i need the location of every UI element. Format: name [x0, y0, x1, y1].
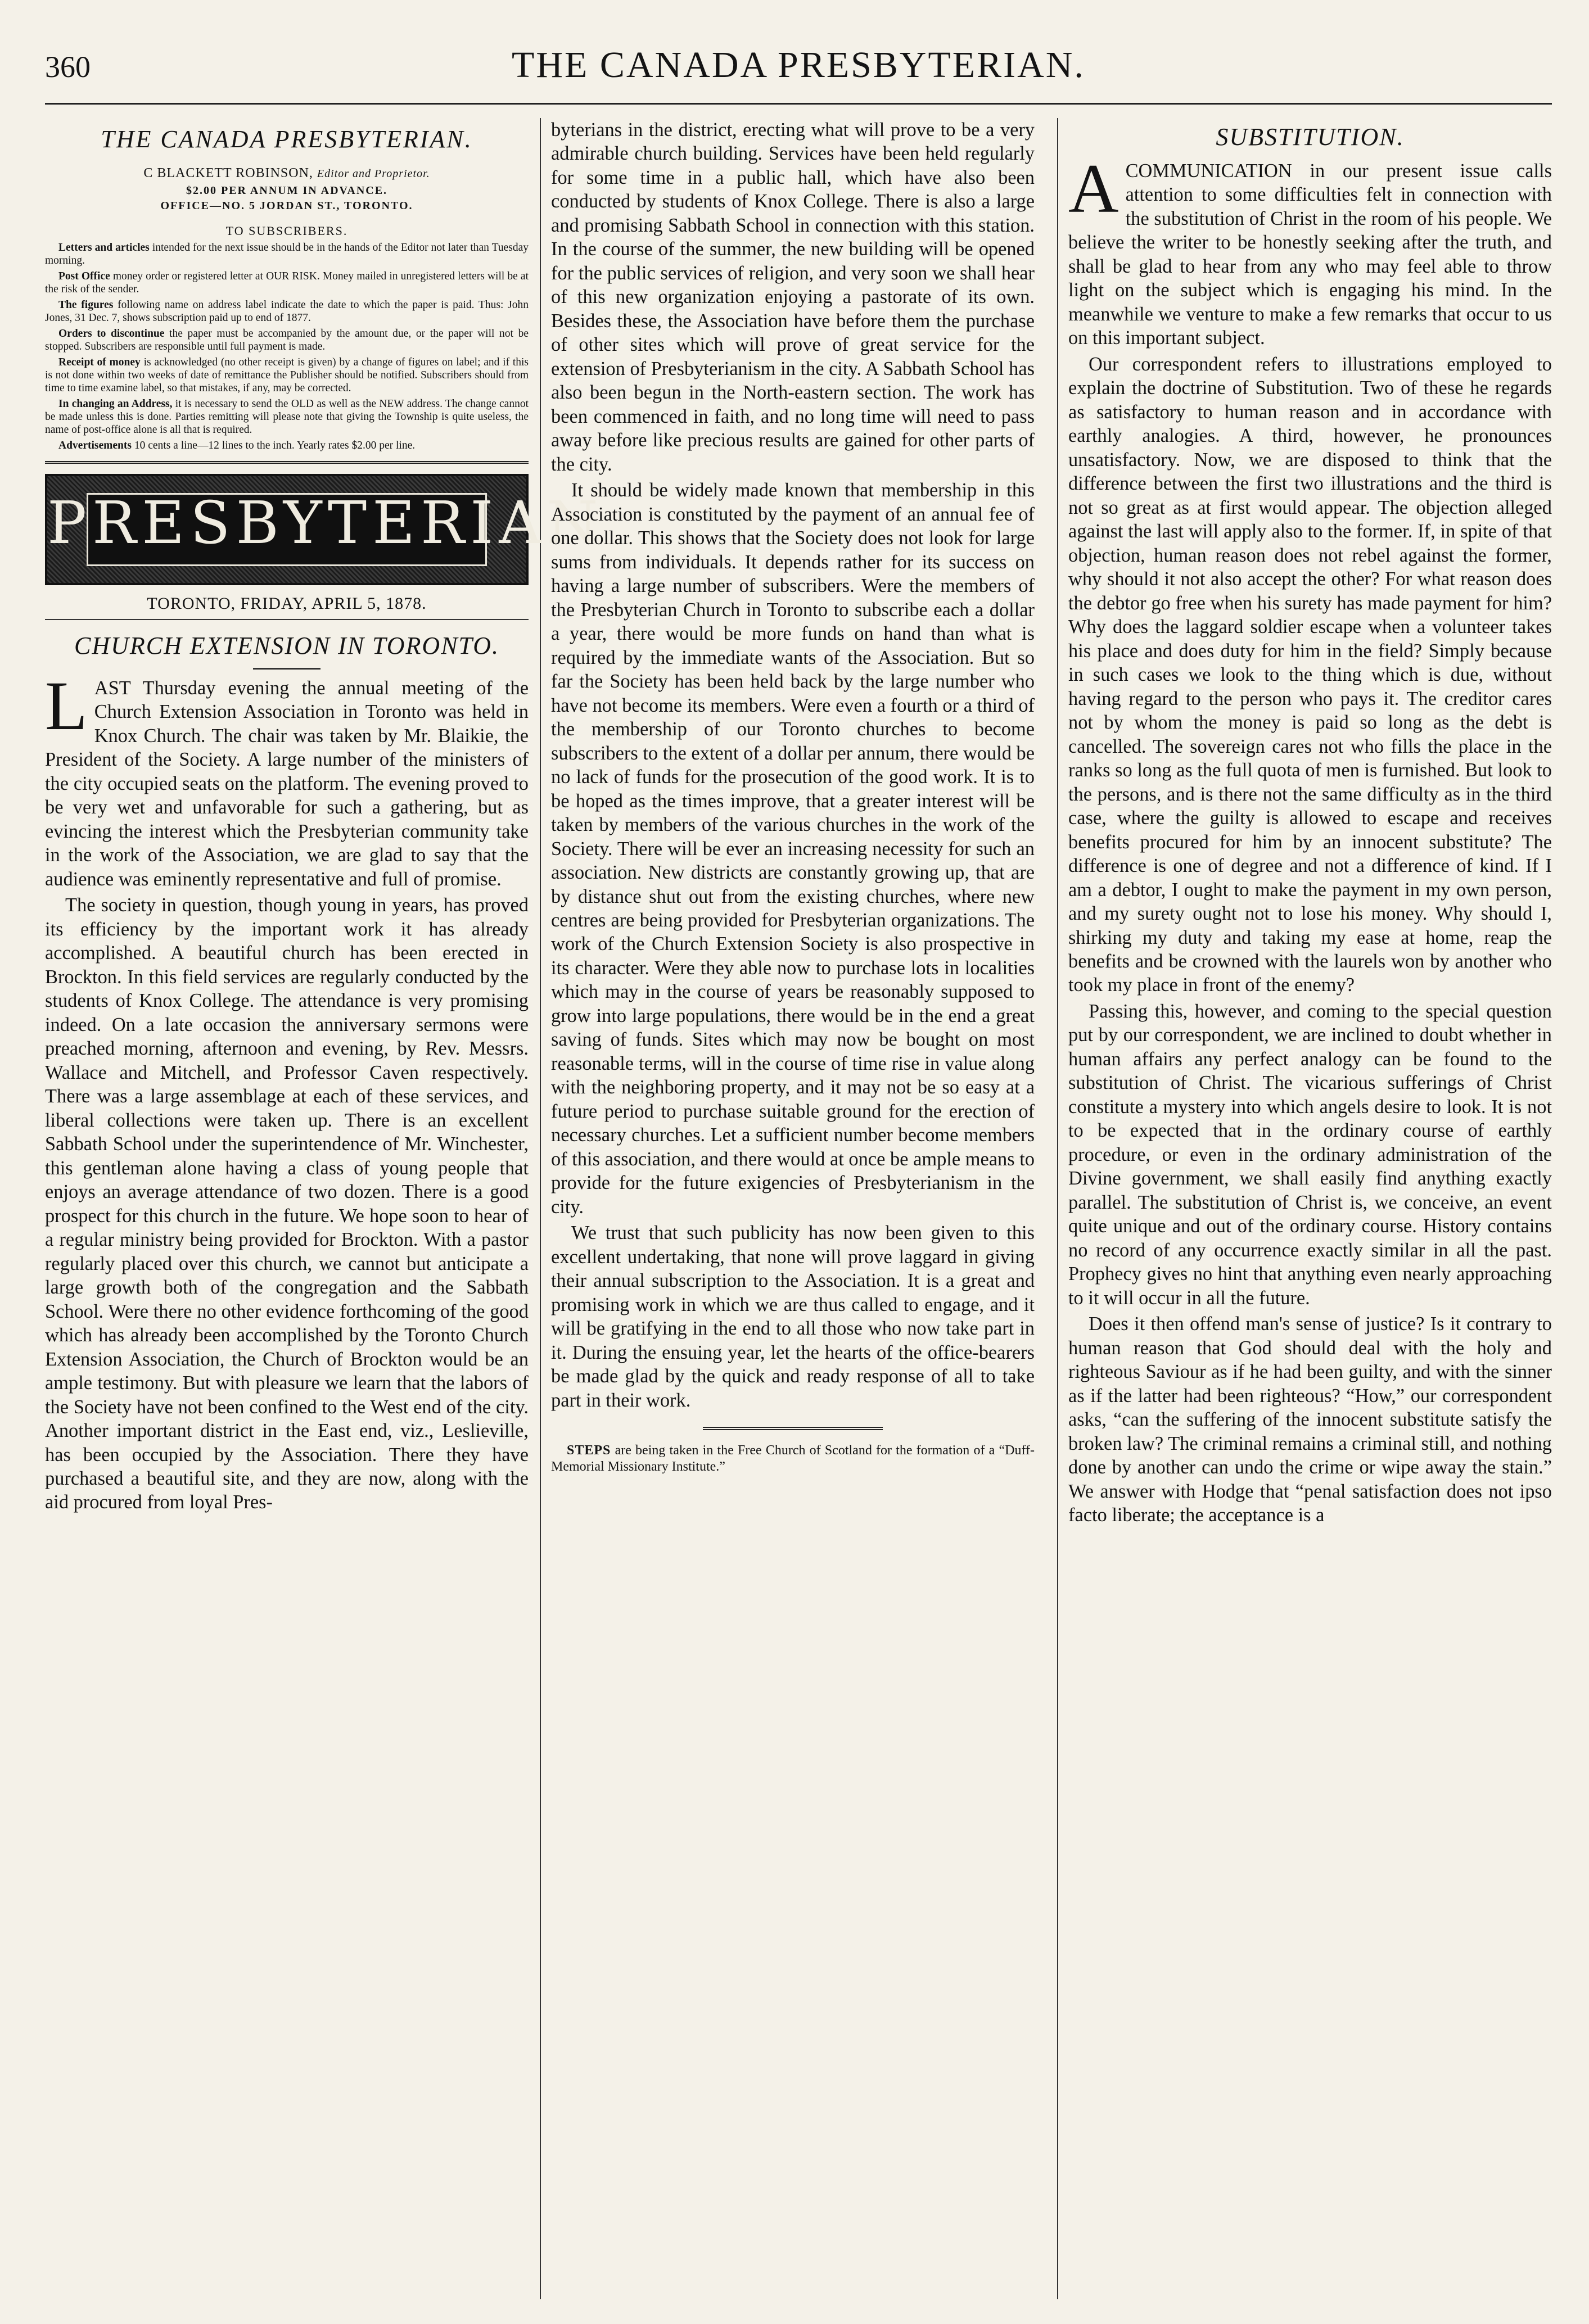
office-address: OFFICE—NO. 5 JORDAN ST., TORONTO. — [160, 200, 413, 212]
masthead — [45, 125, 529, 464]
page-number: 360 — [45, 50, 91, 84]
subscribers-heading: TO SUBSCRIBERS. — [225, 224, 348, 238]
column-divider — [540, 118, 541, 2299]
masthead-rule — [45, 461, 529, 464]
editor-role: Editor and Proprietor. — [317, 168, 430, 180]
article-paragraph: LAST Thursday evening the annual meeting of the Church Extension Association in Toronto was held in Knox Church. The chair was taken by Mr. Blaikie, the President of the Society. A large number of the ministers of the city occupied seats on the platform. The evening proved to be very wet and unfavorable for such a gathering, but as evincing the interest which the Presbyterian community take in the work of the Association, we are glad to say that the audience was eminently representative and full of promise. — [45, 667, 529, 890]
column-1 — [45, 118, 604, 2299]
title-underline — [253, 668, 320, 670]
columns — [45, 118, 1552, 2299]
drop-cap: A — [1068, 150, 1119, 227]
journal-title: THE CANADA PRESBYTERIAN. — [512, 44, 1085, 85]
dateline: TORONTO, FRIDAY, APRIL 5, 1878. — [147, 594, 427, 613]
article-paragraph: ACOMMUNICATION in our present issue calls attention to some difficulties felt in connection with the substitution of Christ in the room of his people. We believe the writer to be honestly seeking after the truth, and shall be glad to hear from any who may feel able to throw light on the subject which is engaging his mind. In the meanwhile we venture to make a few remarks that occur to us on this important subject. — [1068, 150, 1552, 349]
column-divider — [1057, 118, 1058, 2299]
article-end-rule — [703, 1427, 883, 1430]
newspaper-page — [45, 39, 1552, 2299]
article-paragraph: The society in question, though young in years, has proved its efficiency by the important work it has already accomplished. A beautiful church has been erected in Brockton. In this field services are regularly conducted by the students of Knox College. The attendance is very promising indeed. On a late occasion the anniversary sermons were preached morning, afternoon and evening, by Rev. Messrs. Wallace and Mitchell, and Professor Caven respectively. There was a large assemblage at each of these services, and liberal collections were taken up. There is an excellent Sabbath School under the superintendence of Mr. Winchester, this gentleman alone having a class of young people that enjoys an average attendance of two dozen. There is a good prospect for this church in the future. We hope soon to hear of a regular ministry being provided for Brockton. With a pastor regularly placed over this church, we cannot but anticipate a large growth both of the congregation and the Sabbath School. Were there no other evidence forthcoming of the good which has already been accomplished by the Toronto Church Extension Association, the Church of Brockton would be an ample testimony. But with pleasure we learn that the labors of the Society have not been confined to the West end of the city. Another important district in the East end, viz., Leslieville, has been occupied by the Association. There they have purchased a beautiful site, and they are now, along with the aid procured from loyal Pres- — [45, 894, 529, 1513]
news-note: STEPS are being taken in the Free Church of Scotland for the formation of a “Duff-Memorial Missionary Institute.” — [551, 1443, 1035, 1475]
running-head — [45, 39, 1552, 112]
notice-item: The figures following name on address label indicate the date to which the paper is paid. Thus: John Jones, 31 Dec. 7, shows subscription paid up to end of 1877. — [45, 299, 529, 324]
header-rule — [45, 103, 1552, 105]
notice-item: In changing an Address, it is necessary to send the OLD as well as the NEW address. The change cannot be made unless this is done. Parties remitting will please note that giving the Township is quite useless, the name of post-office alone is all that is required. — [45, 398, 529, 436]
article-title-church-extension: CHURCH EXTENSION IN TORONTO. — [74, 632, 500, 659]
banner-word: PRESBYTERIAN — [47, 489, 604, 557]
notice-item: Post Office money order or registered letter at OUR RISK. Money mailed in unregistered letters will be at the risk of the sender. — [45, 270, 529, 295]
article-title-substitution: SUBSTITUTION. — [1216, 123, 1405, 151]
article-paragraph: Passing this, however, and coming to the special question put by our correspondent, we are inclined to doubt whether in human affairs any perfect analogy can be found to the substitution of Christ. The vicarious sufferings of Christ constitute a mystery into which angels desire to look. It is not to be expected that in the ordinary course of earthly procedure, or even in the ordinary administration of the Divine government, we shall easily find anything exactly parallel. The substitution of Christ is, we conceive, an event quite unique and out of the ordinary course. History contains no record of any occurrence exactly similar in all the past. Prophecy gives no hint that anything even nearly approaching to it will occur in all the future. — [1068, 1000, 1552, 1309]
column-2 — [551, 118, 1035, 2299]
dateline-rule — [45, 619, 529, 620]
article-paragraph: It should be widely made known that membership in this Association is constituted by the payment of an annual fee of one dollar. This shows that the Society does not look for large sums from individuals. It depends rather for its success on having a large number of subscribers. Were the members of the Presbyterian Church in Toronto to subscribe each a dollar a year, there would be more funds on hand than what is required by the immediate wants of the Association. But so far the Society has been held back by the large number who have not become its members. Were even a fourth or a third of the membership of our Toronto churches to become subscribers to the extent of a dollar per annum, there would be no lack of funds for the prosecution of the good work. It is to be hoped as the times improve, that a greater interest will be taken by members of the various churches in the work of the Society. There will be ever an increasing necessity for such an association. New districts are constantly growing up, that are by distance shut out from the existing churches, where new centres are being provided for Presbyterian organizations. The work of the Church Extension Society is also prospective in its character. Were they able now to purchase lots in localities which may in the course of years be reasonably supposed to grow into large populations, there would be in the end a great saving of funds. Sites which may now be bought on most reasonable terms, will in the course of time rise in value along with the neighboring property, and it may not be so easy at a future period to purchase suitable ground for the erection of necessary churches. Let a sufficient number become members of this association, and there would at once be ample means to provide for the future exigencies of Presbyterianism in the city. — [551, 480, 1035, 1218]
subscription-price: $2.00 PER ANNUM IN ADVANCE. — [186, 184, 388, 197]
editor-line — [45, 166, 529, 181]
column-3 — [1068, 118, 1552, 2299]
drop-cap: L — [45, 667, 88, 744]
masthead-title: THE CANADA PRESBYTERIAN. — [101, 125, 473, 153]
notice-item: Advertisements 10 cents a line—12 lines to the inch. Yearly rates $2.00 per line. — [58, 440, 416, 451]
editor-name: C BLACKETT ROBINSON, — [143, 166, 313, 180]
notice-item: Receipt of money is acknowledged (no other receipt is given) by a change of figures on label; and if this is not done within two weeks of date of remittance the Publisher should be notified. Subscribers should from time to time examine label, so that mistakes, if any, may be corrected. — [45, 356, 529, 394]
presbyterian-banner — [45, 474, 604, 585]
notice-item: Letters and articles intended for the next issue should be in the hands of the Editor not later than Tuesday morning. — [45, 242, 529, 266]
notice-item: Orders to discontinue the paper must be accompanied by the amount due, or the paper will not be stopped. Subscribers are responsible until full payment is made. — [45, 328, 529, 352]
article-paragraph: Our correspondent refers to illustrations employed to explain the doctrine of Substitution. Two of these he regards as satisfactory to human reason and in accordance with earthly analogies. A third, however, he pronounces unsatisfactory. Now, we are disposed to think that the difference between the first two illustrations and the third is not so great as at first would appear. The objection alleged against the last will apply also to the former. If, in spite of that objection, human reason does not rebel against the former, why should it not also accept the other? For what reason does the debtor go free when his surety has made payment for him? Why does the laggard soldier escape when a volunteer takes his place and does duty for him in the field? Simply because in such cases we look to the thing which is due, without having regard to the person who pays it. The creditor cares not by whom the money is paid so long as the debt is cancelled. The sovereign cares not who fills the place in the ranks so long as the full quota of men is furnished. But look to the persons, and is there not the same difficulty as in the third case, where the guilty is allowed to escape and receives benefits procured for him by an innocent substitute? The difference is one of degree and not a difference of kind. If I am a debtor, I ought to make the payment in my own person, and my surety ought not to lose his money. Why should I, shirking my duty and taking my ease at home, reap the benefits and be crowned with the laurels won by another who took my place in front of the enemy? — [1068, 353, 1552, 996]
article-paragraph: We trust that such publicity has now been given to this excellent undertaking, that none will prove laggard in giving their annual subscription to the Association. It is a great and promising work in which we are thus called to engage, and it will be gratifying in the end to all those who now take part in it. During the ensuing year, let the hearts of the office-bearers be made glad by the quick and ready response of all to take part in their work. — [551, 1222, 1035, 1411]
article-paragraph: Does it then offend man's sense of justice? Is it contrary to human reason that God should deal with the holy and righteous Saviour as if he had been guilty, and with the sinner as if the latter had been righteous? “How,” our correspondent asks, “can the suffering of the innocent substitute satisfy the broken law? The criminal remains a criminal still, and nothing done by another can undo the crime or wipe away the stain.” We answer with Hodge that “penal satisfaction does not ipso facto liberate; the acceptance is a — [1068, 1313, 1552, 1526]
article-paragraph: byterians in the district, erecting what will prove to be a very admirable church building. Services have been held regularly for some time in a public hall, which have also been conducted by students of Knox College. There is also a large and promising Sabbath School in connection with this station. In the course of the summer, the new building will be opened for the public services of religion, and very soon we shall hear of this new organization enjoying a pastorate of its own. Besides these, the Association have before them the purchase of other sites which will prove of great service for the extension of Presbyterianism in the city. A Sabbath School has also been begun in the North-eastern section. The work has been commenced in faith, and no long time will need to pass away before like precious results are gained for other parts of the city. — [551, 119, 1035, 475]
